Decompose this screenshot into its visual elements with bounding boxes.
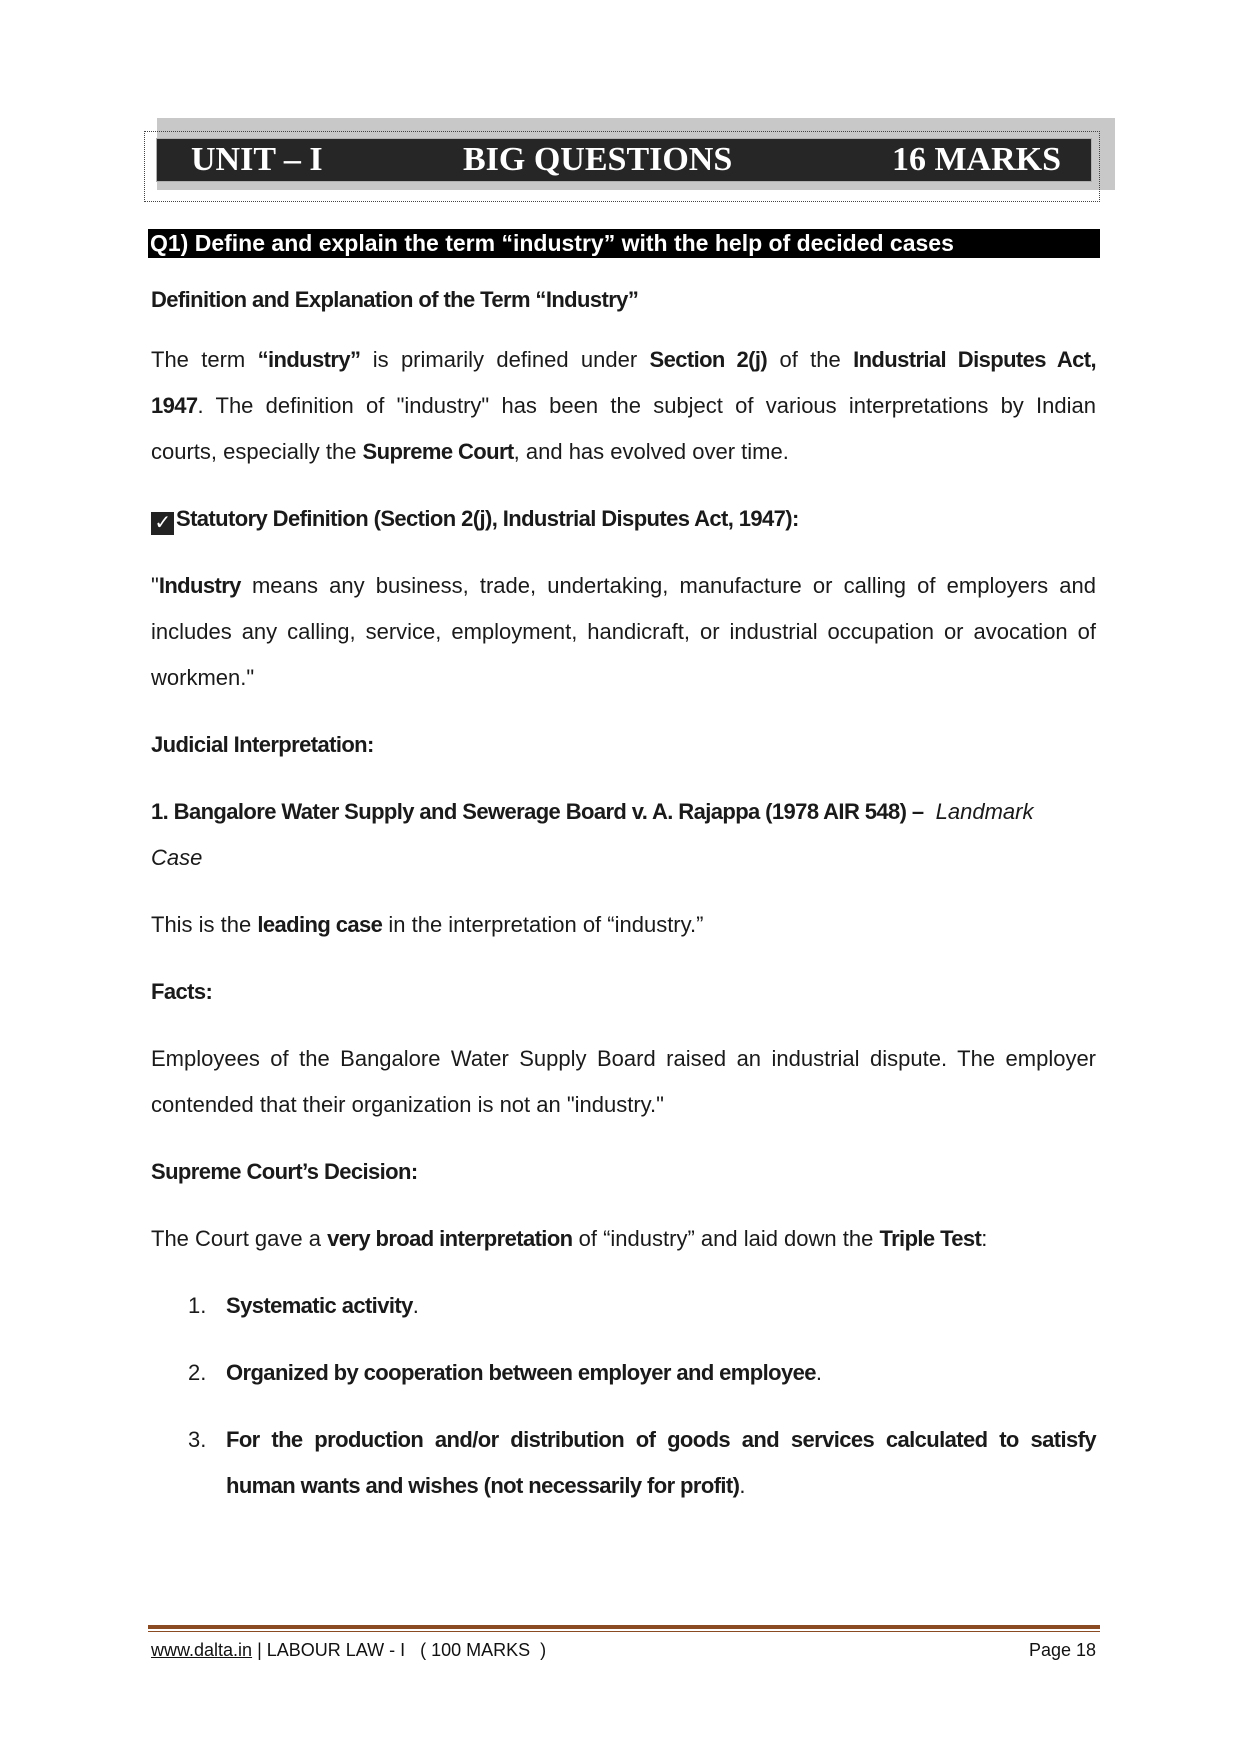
facts-line-1: Employees of the Bangalore Water Supply Board raised an industrial dispute. The employer (151, 1046, 1096, 1071)
test-item-3-line-1: For the production and/or distribution of goods and services calculated to satisfy (226, 1427, 1096, 1452)
test-item-2: Organized by cooperation between employer and employee. (226, 1360, 822, 1385)
test-number-3: 3. (188, 1427, 207, 1452)
unit-banner (156, 138, 1092, 182)
statutory-line-1: "Industry means any business, trade, undertaking, manufacture or calling of employers and (151, 573, 1096, 598)
banner-marks: 16 MARKS (891, 141, 1061, 178)
banner-unit: UNIT – I (191, 141, 323, 178)
case-title: 1. Bangalore Water Supply and Sewerage Board v. A. Rajappa (1978 AIR 548) – Landmark (151, 799, 1034, 824)
judicial-heading: Judicial Interpretation: (151, 732, 374, 757)
test-number-1: 1. (188, 1293, 207, 1318)
test-item-3-line-2: human wants and wishes (not necessarily for profit). (226, 1473, 746, 1498)
footer-site-link[interactable]: www.dalta.in (151, 1640, 253, 1660)
intro-line-2: 1947. The definition of "industry" has been the subject of various interpretations by Indian (151, 393, 1096, 418)
statutory-heading: ✓ Statutory Definition (Section 2(j), Industrial Disputes Act, 1947): (151, 505, 1096, 535)
test-number-2: 2. (188, 1360, 207, 1385)
leading-case-text: This is the leading case in the interpretation of “industry.” (151, 912, 704, 937)
page-number: Page 18 (1028, 1640, 1096, 1660)
footer-course: LABOUR LAW - I ( 100 MARKS ) (266, 1640, 547, 1660)
test-item-1: Systematic activity. (226, 1293, 419, 1318)
statutory-line-3: workmen." (151, 665, 255, 690)
intro-line-3: courts, especially the Supreme Court, and has evolved over time. (151, 439, 789, 464)
footer-rule-thin (148, 1631, 1100, 1632)
intro-line-1: The term “industry” is primarily defined under Section 2(j) of the Industrial Disputes Act, (151, 347, 1096, 372)
checkbox-icon: ✓ (151, 512, 174, 535)
footer-separator: | (252, 1640, 267, 1660)
decision-heading: Supreme Court’s Decision: (151, 1159, 418, 1184)
page-footer (151, 1640, 1096, 1666)
banner-title: BIG QUESTIONS (463, 141, 733, 178)
decision-text: The Court gave a very broad interpretation of “industry” and laid down the Triple Test: (151, 1226, 988, 1251)
facts-line-2: contended that their organization is not an "industry." (151, 1092, 664, 1117)
question-heading: Q1) Define and explain the term “industry” with the help of decided cases (148, 229, 1100, 258)
footer-rule (148, 1625, 1100, 1629)
case-tag: Case (151, 845, 203, 870)
statutory-line-2: includes any calling, service, employment, handicraft, or industrial occupation or avocation of (151, 619, 1096, 644)
facts-heading: Facts: (151, 979, 213, 1004)
definition-heading: Definition and Explanation of the Term “Industry” (151, 287, 639, 312)
